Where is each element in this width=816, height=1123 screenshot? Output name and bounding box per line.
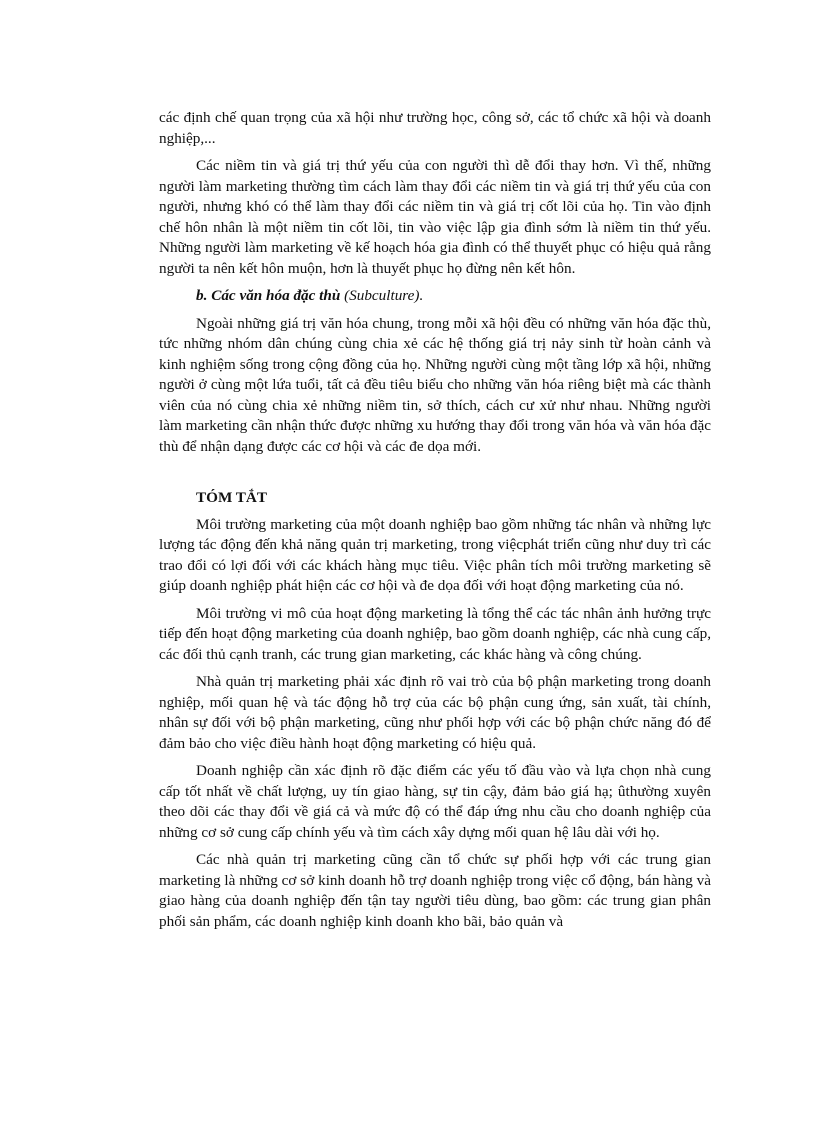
subheading-english: (Subculture). [344,287,424,304]
summary-paragraph: Các nhà quản trị marketing cũng cần tổ chức sự phối hợp với các trung gian marketing là những cơ sở kinh doanh hỗ trợ doanh nghiệp trong việc cổ động, bán hàng và giao hàng của doanh nghiệp đến tận tay người tiêu dùng, bao gồm: các trung gian phân phối sản phẩm, các doanh nghiệp kinh doanh kho bãi, bảo quản và [159,851,711,930]
section-title: TÓM TẮT [196,489,268,506]
summary-paragraph: Môi trường marketing của một doanh nghiệp bao gồm những tác nhân và những lực lượng tác động đến khả năng quản trị marketing, trong việcphát triển cũng như duy trì các trao đổi có lợi đối với các khách hàng mục tiêu. Việc phân tích môi trường marketing sẽ giúp doanh nghiệp phát hiện các cơ hội và đe dọa đối với hoạt động marketing của nó. [159,515,711,594]
subheading-title: b. Các văn hóa đặc thù [196,287,341,304]
summary-paragraph: Doanh nghiệp cần xác định rõ đặc điểm các yếu tố đầu vào và lựa chọn nhà cung cấp tốt nhất về chất lượng, uy tín giao hàng, sự tin cậy, đảm bảo giá hạ; ûthường xuyên theo dõi các thay đổi về giá cả và mức độ có thể đáp ứng nhu cầu cho doanh nghiệp của những cơ sở cung cấp chính yếu và tìm cách xây dựng mối quan hệ lâu dài với họ. [159,762,711,841]
subheading-subculture [159,286,711,307]
summary-paragraph: Nhà quản trị marketing phải xác định rõ vai trò của bộ phận marketing trong doanh nghiệp, mối quan hệ và tác động hỗ trợ của các bộ phận cung ứng, sản xuất, tài chính, nhân sự đối với bộ phận marketing, cũng như phối hợp với các bộ phận chức năng đó để đảm bảo cho việc điều hành hoạt động marketing có hiệu quả. [159,673,711,752]
document-page [159,108,711,939]
summary-paragraph: Môi trường vi mô của hoạt động marketing là tổng thể các tác nhân ảnh hưởng trực tiếp đến hoạt động marketing của doanh nghiệp, bao gồm doanh nghiệp, các nhà cung cấp, các đối thủ cạnh tranh, các trung gian marketing, các khác hàng và công chúng. [159,604,711,663]
paragraph-continuation: các định chế quan trọng của xã hội như trường học, công sở, các tổ chức xã hội và doanh nghiệp,... [159,109,711,147]
paragraph-subculture: Ngoài những giá trị văn hóa chung, trong mỗi xã hội đều có những văn hóa đặc thù, tức những nhóm dân chúng cùng chia xẻ các hệ thống giá trị nảy sinh từ hoàn cảnh và kinh nghiệm sống trong cộng đồng của họ. Những người cùng một tầng lớp xã hội, những người ở cùng một lứa tuổi, tất cả đều tiêu biểu cho những văn hóa riêng biệt mà các thành viên của nó cùng chia xẻ những niềm tin, sở thích, cách cư xử như nhau. Những người làm marketing cần nhận thức được những xu hướng thay đổi trong văn hóa và văn hóa đặc thù để nhận dạng được các cơ hội và các đe dọa mới. [159,314,711,455]
paragraph-core-values: Các niềm tin và giá trị thứ yếu của con người thì dễ đổi thay hơn. Vì thế, những người làm marketing thường tìm cách làm thay đổi các niềm tin và giá trị thứ yếu của con người, nhưng khó có thể làm thay đổi các niềm tin và giá trị cốt lõi của họ. Tin vào định chế hôn nhân là một niềm tin cốt lõi, tin vào việc lập gia đình sớm là niềm tin thứ yếu. Những người làm marketing về kế hoạch hóa gia đình có thể thuyết phục có hiệu quả rằng người ta nên kết hôn muộn, hơn là thuyết phục họ đừng nên kết hôn. [159,157,711,277]
